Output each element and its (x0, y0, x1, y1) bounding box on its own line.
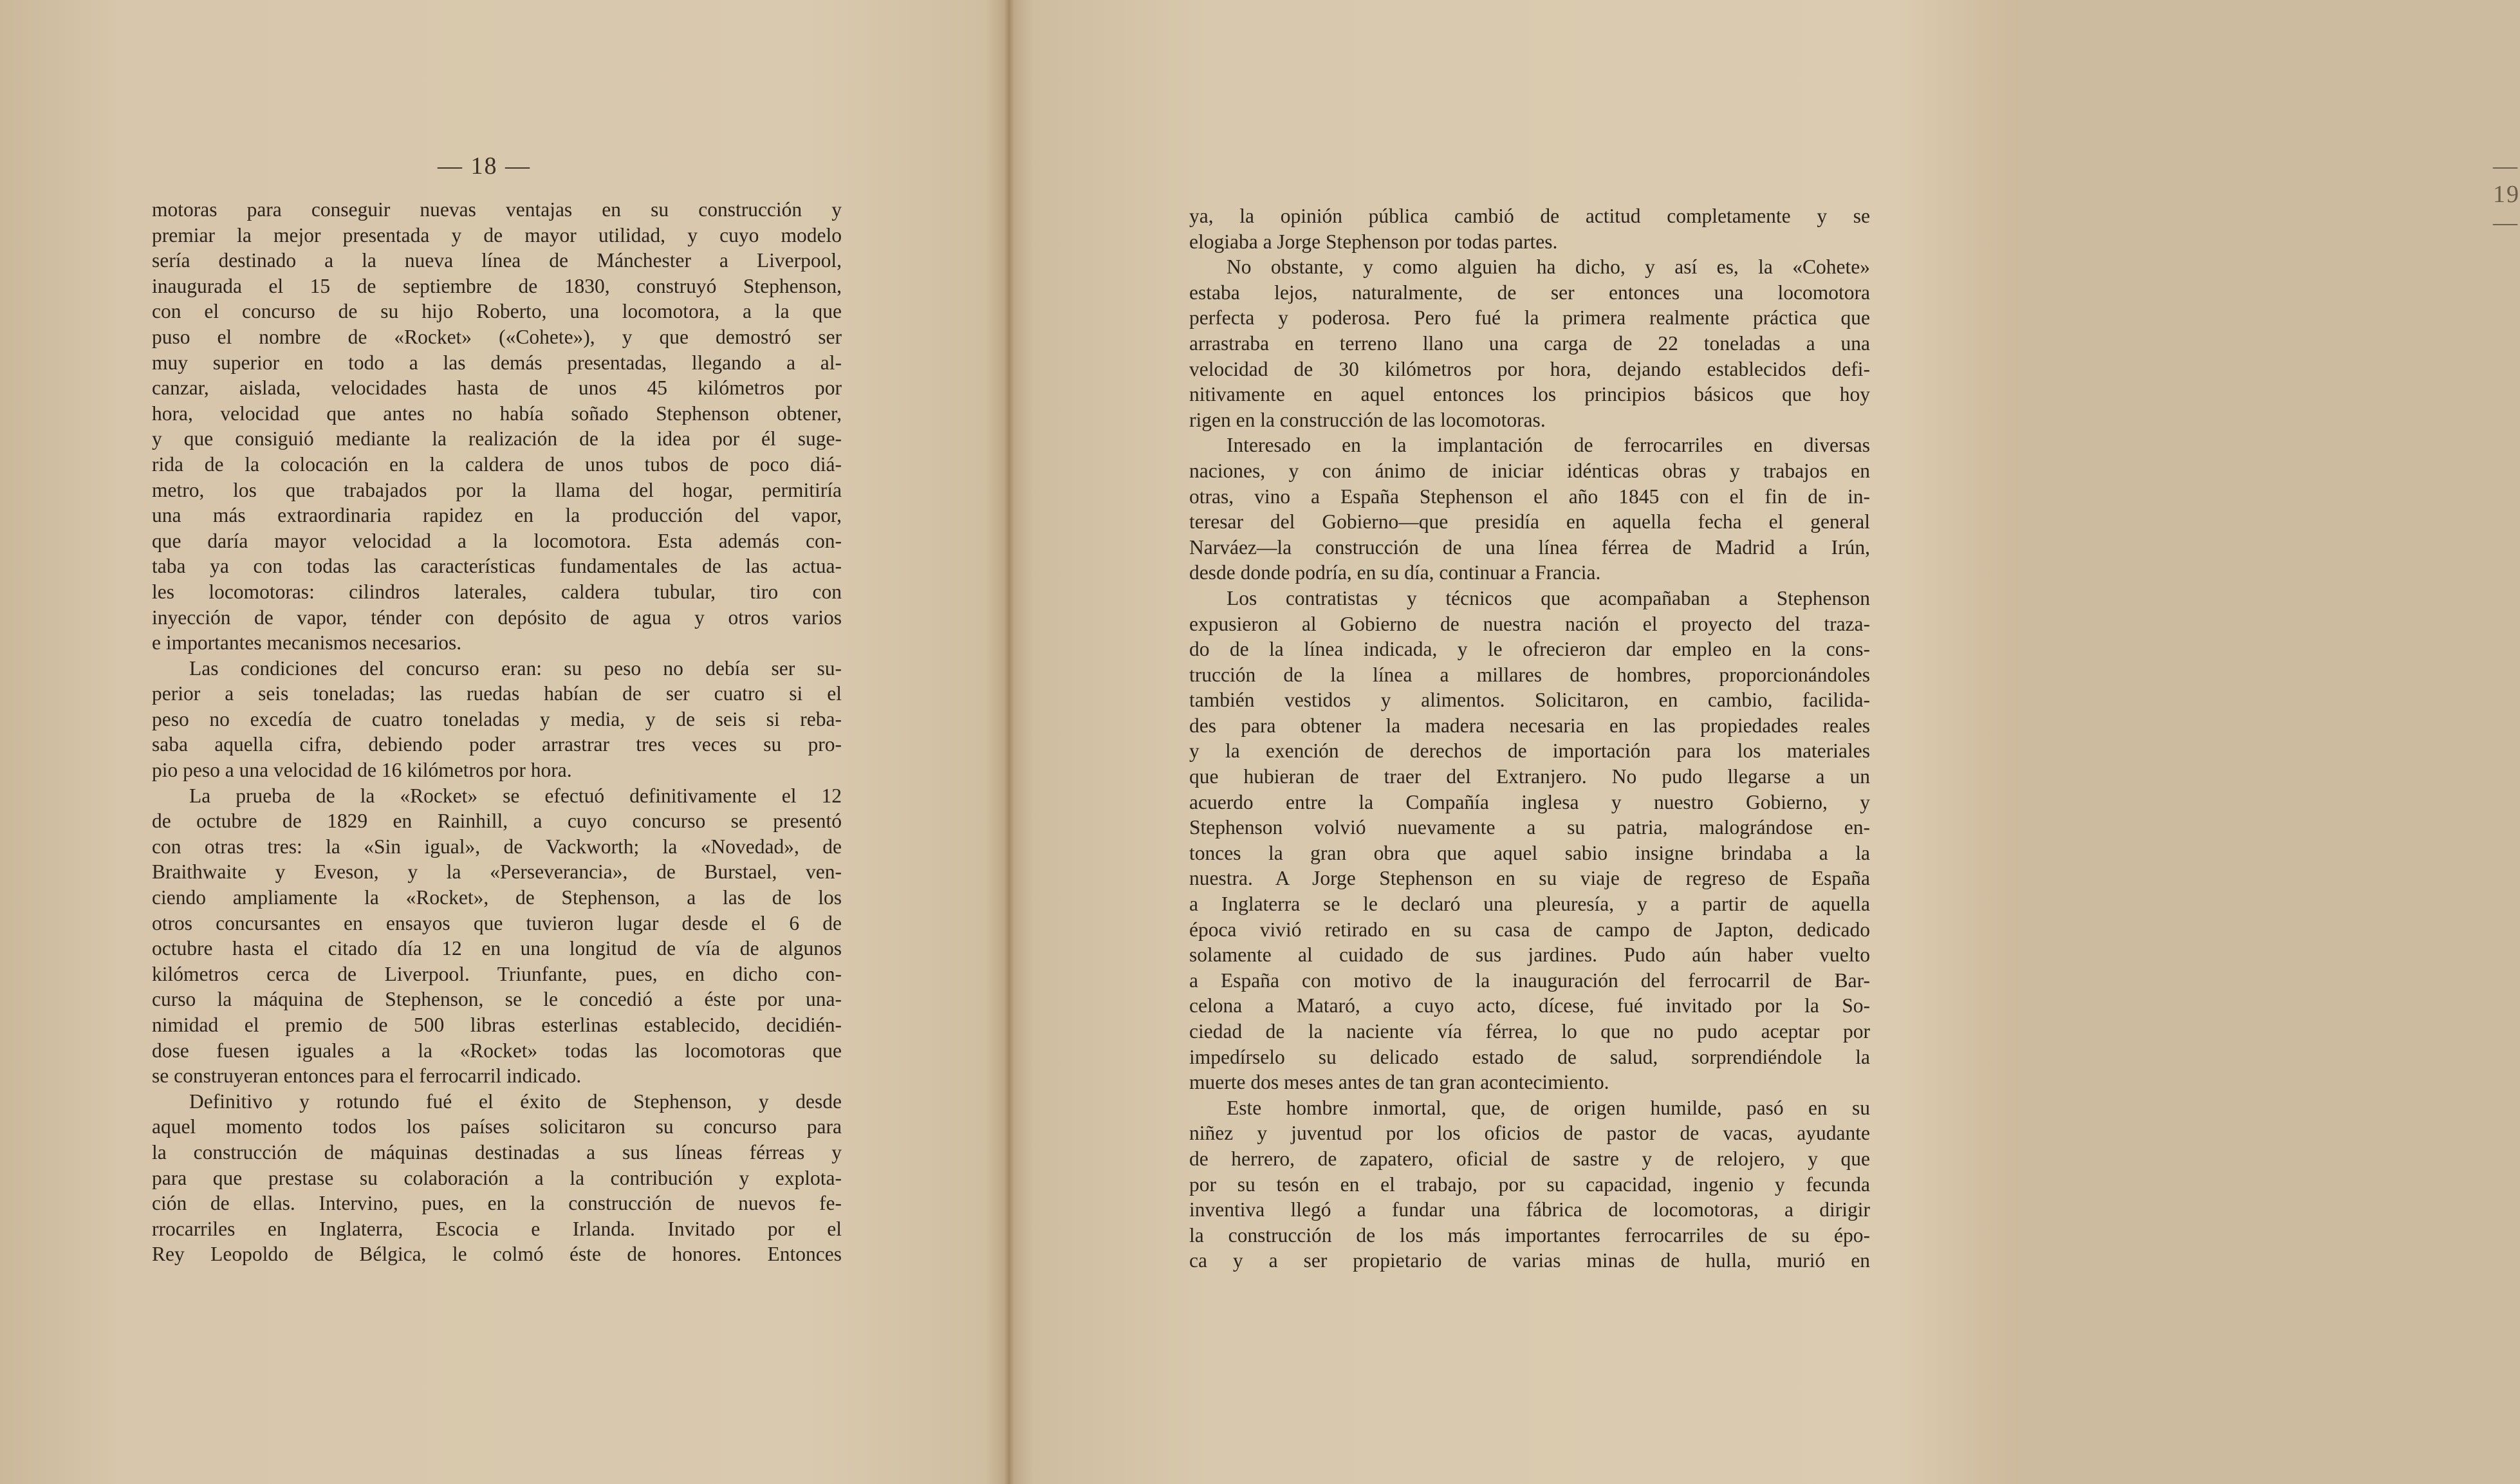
text-line: nitivamente en aquel entonces los principios básicos que hoy (1189, 383, 1870, 406)
text-line: otros concursantes en ensayos que tuvieron lugar desde el 6 de (152, 911, 842, 934)
text-line: inventiva llegó a fundar una fábrica de locomotoras, a dirigir (1189, 1198, 1870, 1221)
text-line: época vivió retirado en su casa de campo de Japton, dedicado (1189, 918, 1870, 941)
text-line: e importantes mecanismos necesarios. (152, 631, 462, 654)
text-line: rrocarriles en Inglaterra, Escocia e Irlanda. Invitado por el (152, 1217, 842, 1240)
text-line: aquel momento todos los países solicitaron su concurso para (152, 1115, 842, 1138)
text-line: impedírselo su delicado estado de salud, sorprendiéndole la (1189, 1045, 1870, 1068)
text-line: les locomotoras: cilindros laterales, caldera tubular, tiro con (152, 580, 842, 603)
text-line: do de la línea indicada, y le ofrecieron dar empleo en la cons- (1189, 638, 1870, 661)
text-line: Narváez—la construcción de una línea férrea de Madrid a Irún, (1189, 535, 1870, 559)
left-page-text (152, 197, 842, 1267)
text-line: Definitivo y rotundo fué el éxito de Stephenson, y desde (189, 1090, 842, 1113)
text-line: otras, vino a España Stephenson el año 1845 con el fin de in- (1189, 485, 1870, 508)
text-line: con otras tres: la «Sin igual», de Vackworth; la «Novedad», de (152, 835, 842, 858)
right-page-text (1189, 203, 1870, 1274)
text-line: y la exención de derechos de importación para los materiales (1189, 739, 1870, 763)
text-line: Los contratistas y técnicos que acompañaban a Stephenson (1227, 586, 1870, 609)
text-line: Rey Leopoldo de Bélgica, le colmó éste de honores. Entonces (152, 1243, 842, 1266)
text-line: perior a seis toneladas; las ruedas habían de ser cuatro si el (152, 682, 842, 705)
page-number-left: — 18 — (438, 153, 531, 180)
text-line: Este hombre inmortal, que, de origen humilde, pasó en su (1227, 1096, 1870, 1119)
text-line: premiar la mejor presentada y de mayor utilidad, y cuyo modelo (152, 223, 842, 246)
text-line: naciones, y con ánimo de iniciar idénticas obras y trabajos en (1189, 459, 1870, 482)
text-line: peso no excedía de cuatro toneladas y media, y de seis si reba- (152, 707, 842, 730)
text-line: de herrero, de zapatero, oficial de sastre y de relojero, y que (1189, 1147, 1870, 1170)
text-line: elogiaba a Jorge Stephenson por todas partes. (1189, 230, 1558, 253)
page-number-right: — 19 — (2493, 153, 2520, 236)
text-line: pio peso a una velocidad de 16 kilómetros por hora. (152, 759, 572, 782)
text-line: de octubre de 1829 en Rainhill, a cuyo concurso se presentó (152, 810, 842, 833)
text-line: una más extraordinaria rapidez en la producción del vapor, (152, 504, 842, 527)
text-line: rida de la colocación en la caldera de unos tubos de poco diá- (152, 452, 842, 476)
text-line: sería destinado a la nueva línea de Mánchester a Liverpool, (152, 249, 842, 272)
text-line: a Inglaterra se le declaró una pleuresía, y a partir de aquella (1189, 893, 1870, 916)
text-line: se construyeran entonces para el ferrocarril indicado. (152, 1064, 582, 1088)
text-line: Interesado en la implantación de ferrocarriles en diversas (1227, 434, 1870, 457)
text-line: nimidad el premio de 500 libras esterlinas establecido, decidién- (152, 1014, 842, 1036)
text-line: dose fuesen iguales a la «Rocket» todas las locomotoras que (152, 1039, 842, 1062)
text-line: rigen en la construcción de las locomotoras. (1189, 408, 1546, 431)
text-line: ción de ellas. Intervino, pues, en la construcción de nuevos fe- (152, 1192, 842, 1215)
text-line: teresar del Gobierno—que presidía en aquella fecha el general (1189, 510, 1870, 533)
text-line: inyección de vapor, ténder con depósito de agua y otros varios (152, 606, 842, 629)
text-line: nuestra. A Jorge Stephenson en su viaje de regreso de España (1189, 867, 1870, 890)
text-line: canzar, aislada, velocidades hasta de unos 45 kilómetros por (152, 376, 842, 400)
text-line: perfecta y poderosa. Pero fué la primera realmente práctica que (1189, 306, 1870, 329)
text-line: tonces la gran obra que aquel sabio insigne brindaba a la (1189, 841, 1870, 864)
text-line: muy superior en todo a las demás presentadas, llegando a al- (152, 351, 842, 374)
text-line: solamente al cuidado de sus jardines. Pudo aún haber vuelto (1189, 943, 1870, 967)
text-line: a España con motivo de la inauguración del ferrocarril de Bar- (1189, 969, 1870, 992)
text-line: la construcción de los más importantes ferrocarriles de su épo- (1189, 1223, 1870, 1247)
text-line: por su tesón en el trabajo, por su capacidad, ingenio y fecunda (1189, 1173, 1870, 1196)
text-line: que hubieran de traer del Extranjero. No pudo llegarse a un (1189, 765, 1870, 788)
text-line: trucción de la línea a millares de hombres, proporcionándoles (1189, 663, 1870, 686)
text-line: hora, velocidad que antes no había soñado Stephenson obtener, (152, 402, 842, 425)
text-line: estaba lejos, naturalmente, de ser entonces una locomotora (1189, 281, 1870, 304)
text-line: kilómetros cerca de Liverpool. Triunfante, pues, en dicho con- (152, 962, 842, 985)
text-line: con el concurso de su hijo Roberto, una locomotora, a la que (152, 300, 842, 323)
text-line: taba ya con todas las características fundamentales de las actua- (152, 555, 842, 578)
text-line: ciedad de la naciente vía férrea, lo que no pudo aceptar por (1189, 1020, 1870, 1043)
text-line: metro, los que trabajados por la llama del hogar, permitiría (152, 478, 842, 501)
text-line: muerte dos meses antes de tan gran acontecimiento. (1189, 1071, 1609, 1094)
text-line: celona a Mataró, a cuyo acto, dícese, fué invitado por la So- (1189, 994, 1870, 1017)
text-line: des para obtener la madera necesaria en las propiedades reales (1189, 714, 1870, 737)
text-line: Stephenson volvió nuevamente a su patria, malográndose en- (1189, 816, 1870, 839)
text-line: la construcción de máquinas destinadas a sus líneas férreas y (152, 1140, 842, 1164)
text-line: y que consiguió mediante la realización de la idea por él suge- (152, 427, 842, 450)
text-line: octubre hasta el citado día 12 en una longitud de vía de algunos (152, 937, 842, 960)
text-line: saba aquella cifra, debiendo poder arrastrar tres veces su pro- (152, 733, 842, 756)
text-line: niñez y juventud por los oficios de pastor de vacas, ayudante (1189, 1122, 1870, 1145)
text-line: que daría mayor velocidad a la locomotora. Esta además con- (152, 529, 842, 552)
text-line: expusieron al Gobierno de nuestra nación el proyecto del traza- (1189, 612, 1870, 635)
text-line: ciendo ampliamente la «Rocket», de Stephenson, a las de los (152, 886, 842, 909)
text-line: No obstante, y como alguien ha dicho, y así es, la «Cohete» (1227, 255, 1870, 279)
text-line: también vestidos y alimentos. Solicitaron, en cambio, facilida- (1189, 689, 1870, 712)
text-line: acuerdo entre la Compañía inglesa y nuestro Gobierno, y (1189, 790, 1870, 813)
text-line: ya, la opinión pública cambió de actitud completamente y se (1189, 205, 1870, 227)
text-line: La prueba de la «Rocket» se efectuó definitivamente el 12 (189, 784, 842, 807)
text-line: velocidad de 30 kilómetros por hora, dejando establecidos defi- (1189, 357, 1870, 380)
text-line: Braithwaite y Eveson, y la «Perseverancia», de Burstael, ven- (152, 860, 842, 884)
text-line: desde donde podría, en su día, continuar a Francia. (1189, 561, 1601, 584)
text-line: para que prestase su colaboración a la contribución y explota- (152, 1166, 842, 1189)
text-line: arrastraba en terreno llano una carga de 22 toneladas a una (1189, 331, 1870, 355)
text-line: curso la máquina de Stephenson, se le concedió a éste por una- (152, 988, 842, 1011)
text-line: Las condiciones del concurso eran: su peso no debía ser su- (189, 656, 842, 680)
text-line: motoras para conseguir nuevas ventajas en su construcción y (152, 198, 842, 221)
text-line: ca y a ser propietario de varias minas de hulla, murió en (1189, 1249, 1870, 1272)
text-line: puso el nombre de «Rocket» («Cohete»), y que demostró ser (152, 325, 842, 348)
text-line: inaugurada el 15 de septiembre de 1830, construyó Stephenson, (152, 274, 842, 297)
